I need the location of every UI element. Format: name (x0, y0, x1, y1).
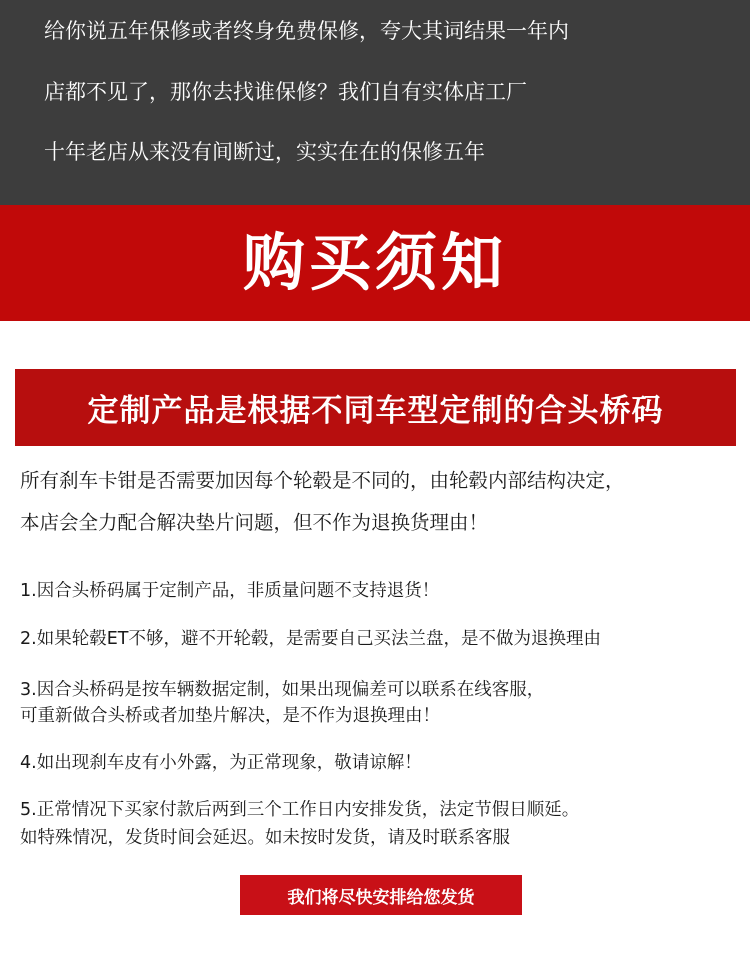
top-notice-line-3: 十年老店从来没有间断过，实实在在的保修五年 (44, 140, 485, 164)
custom-product-heading: 定制产品是根据不同车型定制的合头桥码 (87, 393, 664, 429)
top-notice-line-1: 给你说五年保修或者终身免费保修，夸大其词结果一年内 (44, 19, 569, 43)
title-banner (0, 205, 750, 321)
intro-line-2: 本店会全力配合解决垫片问题，但不作为退换货理由！ (20, 511, 489, 534)
rule-1: 1.因合头桥码属于定制产品，非质量问题不支持退货！ (20, 581, 440, 601)
page-title: 购买须知 (242, 226, 507, 299)
intro-line-1: 所有刹车卡钳是否需要加因每个轮毂是不同的，由轮毂内部结构决定， (20, 469, 625, 492)
ship-soon-button[interactable] (240, 875, 522, 915)
rule-2: 2.如果轮毂ET不够，避不开轮毂，是需要自己买法兰盘，是不做为退换理由 (20, 629, 601, 649)
rule-5-line-1: 5.正常情况下买家付款后两到三个工作日内安排发货，法定节假日顺延。 (20, 800, 580, 820)
rule-3-line-2: 可重新做合头桥或者加垫片解决，是不作为退换理由！ (20, 706, 440, 726)
ship-soon-label: 我们将尽快安排给您发货 (287, 887, 475, 908)
top-notice-band (0, 0, 750, 205)
rule-5-line-2: 如特殊情况，发货时间会延迟。如未按时发货，请及时联系客服 (20, 828, 510, 848)
rule-3-line-1: 3.因合头桥码是按车辆数据定制，如果出现偏差可以联系在线客服， (20, 680, 545, 700)
top-notice-line-2: 店都不见了，那你去找谁保修？我们自有实体店工厂 (44, 80, 527, 104)
rule-4: 4.如出现刹车皮有小外露，为正常现象，敬请谅解！ (20, 753, 422, 773)
custom-product-banner (15, 369, 736, 446)
